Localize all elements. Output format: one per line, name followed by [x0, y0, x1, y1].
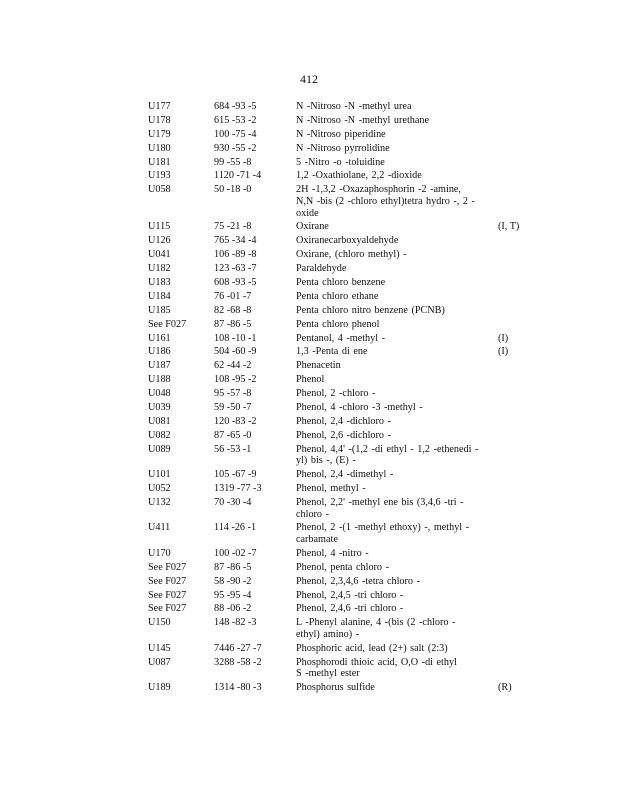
table-row: [148, 522, 484, 545]
waste-code: U187: [148, 360, 171, 372]
waste-code: U193: [148, 170, 171, 182]
table-row: [148, 249, 484, 261]
cas-number: 56 -53 -1: [214, 443, 252, 455]
substance-name: N -Nitroso piperidine: [296, 128, 386, 140]
hazard-code: (I): [498, 346, 509, 358]
substance-name: Penta chloro benzene: [296, 276, 386, 288]
cas-number: 114 -26 -1: [214, 522, 257, 534]
substance-name: Phenol, 2,6 -dichloro -: [296, 429, 391, 441]
table-row: [148, 305, 484, 317]
table-row: [148, 548, 484, 560]
substance-name: Penta chloro nitro benzene (PCNB): [296, 304, 445, 316]
substance-name: Oxirane: [296, 221, 329, 233]
substance-name: Phosphoric acid, lead (2+) salt (2:3): [296, 642, 448, 654]
table-row: [148, 469, 484, 481]
waste-code: U161: [148, 332, 171, 344]
cas-number: 7446 -27 -7: [214, 642, 262, 654]
waste-code: U087: [148, 656, 171, 668]
hazard-code: (I): [498, 332, 509, 344]
substance-name: 1,3 -Penta di ene: [296, 346, 368, 358]
cas-number: 930 -55 -2: [214, 142, 257, 154]
table-row: [148, 617, 484, 640]
substance-name: Phenol, methyl -: [296, 483, 366, 495]
hazard-code: (R): [498, 682, 512, 694]
cas-number: 504 -60 -9: [214, 346, 257, 358]
waste-code: U150: [148, 617, 171, 629]
table-row: [148, 444, 484, 467]
table-row: [148, 115, 484, 127]
table-row: [148, 170, 484, 182]
table-row: [148, 388, 484, 400]
substance-name: Phenol, 2,3,4,6 -tetra chloro -: [296, 575, 420, 587]
table-row: [148, 360, 484, 372]
waste-code: U181: [148, 156, 171, 168]
substance-name: Phenol: [296, 374, 325, 386]
cas-number: 100 -02 -7: [214, 547, 257, 559]
waste-code: U185: [148, 304, 171, 316]
cas-number: 3288 -58 -2: [214, 656, 262, 668]
substance-name: 1,2 -Oxathiolane, 2,2 -dioxide: [296, 170, 422, 182]
waste-code: U145: [148, 642, 171, 654]
substance-name: Phenol, 4,4' -(1,2 -di ethyl - 1,2 -ethenedi - yl) bis -, (E) -: [296, 443, 479, 467]
waste-code: U039: [148, 402, 171, 413]
table-row: [148, 332, 509, 345]
table-row: [148, 235, 484, 247]
waste-code: U184: [148, 290, 171, 302]
table-row: [148, 143, 484, 155]
cas-number: 58 -90 -2: [214, 575, 252, 587]
cas-number: 100 -75 -4: [214, 128, 257, 140]
table-row: [148, 374, 484, 386]
cas-number: 105 -67 -9: [214, 469, 257, 481]
cas-number: 123 -63 -7: [214, 263, 257, 275]
table-row: [148, 184, 484, 219]
cas-number: 108 -95 -2: [214, 374, 257, 386]
cas-number: 108 -10 -1: [214, 332, 257, 344]
substance-name: Phenol, 4 -nitro -: [296, 547, 369, 559]
substance-name: 5 -Nitro -o -toluidine: [296, 156, 385, 168]
substance-name: Phenol, 2 -(1 -methyl ethoxy) -, methyl - carbamate: [296, 522, 470, 546]
cas-number: 1314 -80 -3: [214, 682, 262, 694]
cas-number: 88 -06 -2: [214, 603, 252, 615]
substance-name: Phenol, 2 -chloro -: [296, 388, 376, 400]
substance-name: 2H -1,3,2 -Oxazaphosphorin -2 -amine, N,N -bis (2 -chloro ethyl)tetra hydro -, 2 - oxide: [296, 184, 475, 219]
substance-name: Phenol, 2,4,5 -tri chloro -: [296, 589, 404, 601]
cas-number: 82 -68 -8: [214, 304, 252, 316]
substance-name: Oxirane, (chloro methyl) -: [296, 249, 407, 261]
cas-number: 59 -50 -7: [214, 402, 252, 413]
table-row: [148, 430, 484, 442]
waste-code: U048: [148, 388, 171, 400]
substance-name: N -Nitroso -N -methyl urea: [296, 101, 412, 112]
cas-number: 87 -86 -5: [214, 318, 252, 330]
table-row: [148, 157, 484, 169]
waste-code: See F027: [148, 603, 187, 615]
substance-name: Phenol, 2,4 -dimethyl -: [296, 469, 394, 481]
hazard-code: (I, T): [498, 221, 520, 233]
cas-number: 87 -65 -0: [214, 429, 252, 441]
cas-number: 608 -93 -5: [214, 276, 257, 288]
waste-code: U183: [148, 276, 171, 288]
table-row: [148, 319, 484, 331]
page-number: 412: [300, 72, 318, 86]
waste-code: See F027: [148, 589, 187, 601]
table-row: [148, 657, 484, 680]
waste-code: U041: [148, 249, 171, 261]
waste-code: U178: [148, 114, 171, 126]
waste-code: U101: [148, 469, 171, 481]
substance-name: Phenol, 2,4,6 -tri chloro -: [296, 603, 404, 615]
cas-number: 1319 -77 -3: [214, 483, 262, 495]
waste-code: U132: [148, 496, 171, 508]
cas-number: 765 -34 -4: [214, 235, 257, 247]
cas-number: 87 -86 -5: [214, 561, 252, 573]
substance-name: N -Nitroso pyrrolidine: [296, 142, 390, 154]
table-row: [148, 277, 484, 289]
substance-name: Phenacetin: [296, 360, 341, 372]
cas-number: 50 -18 -0: [214, 184, 252, 196]
substance-name: Penta chloro ethane: [296, 290, 379, 302]
waste-code: U186: [148, 346, 171, 358]
cas-number: 120 -83 -2: [214, 415, 257, 427]
substance-name: Oxiranecarboxyaldehyde: [296, 235, 399, 247]
cas-number: 106 -89 -8: [214, 249, 257, 261]
cas-number: 95 -57 -8: [214, 388, 252, 400]
cas-number: 62 -44 -2: [214, 360, 252, 372]
substance-name: Penta chloro phenol: [296, 318, 380, 330]
cas-number: 1120 -71 -4: [214, 170, 262, 182]
table-row: [148, 643, 484, 655]
table-row: [148, 483, 484, 495]
waste-code: U058: [148, 184, 171, 196]
table-row: [148, 416, 484, 428]
waste-code: U126: [148, 235, 171, 247]
cas-number: 76 -01 -7: [214, 290, 252, 302]
table-row: [148, 263, 484, 275]
substance-name: Phenol, penta chloro -: [296, 561, 389, 573]
hazardous-waste-table: [148, 101, 520, 696]
table-row: [148, 590, 484, 602]
table-row: [148, 562, 484, 574]
table-row: [148, 101, 484, 113]
waste-code: U179: [148, 128, 171, 140]
waste-code: U177: [148, 101, 171, 112]
waste-code: U182: [148, 263, 171, 275]
waste-code: U170: [148, 547, 171, 559]
substance-name: Paraldehyde: [296, 263, 347, 275]
waste-code: U052: [148, 483, 171, 495]
waste-code: See F027: [148, 575, 187, 587]
cas-number: 99 -55 -8: [214, 156, 252, 168]
table-row: [148, 497, 484, 520]
table-row: [148, 603, 484, 615]
cas-number: 70 -30 -4: [214, 496, 252, 508]
cas-number: 95 -95 -4: [214, 589, 252, 601]
substance-name: Phosphorodi thioic acid, O,O -di ethyl S -methyl ester: [296, 656, 457, 680]
table-row: [148, 221, 520, 233]
waste-code: U180: [148, 142, 171, 154]
substance-name: Phenol, 4 -chloro -3 -methyl -: [296, 402, 423, 413]
waste-code: U115: [148, 221, 171, 233]
table-row: [148, 576, 484, 588]
substance-name: Pentanol, 4 -methyl -: [296, 332, 386, 344]
waste-code: U082: [148, 429, 171, 441]
waste-code: See F027: [148, 561, 187, 573]
cas-number: 148 -82 -3: [214, 617, 257, 629]
substance-name: L -Phenyl alanine, 4 -(bis (2 -chloro - ethyl) amino) -: [296, 617, 456, 640]
waste-code: U411: [148, 522, 171, 534]
waste-code: U089: [148, 443, 171, 455]
waste-code: See F027: [148, 318, 187, 330]
table-row: [148, 402, 484, 414]
table-row: [148, 346, 509, 358]
table-row: [148, 129, 484, 141]
cas-number: 684 -93 -5: [214, 101, 257, 112]
cas-number: 615 -53 -2: [214, 114, 257, 126]
waste-code: U081: [148, 415, 171, 427]
table-row: [148, 291, 484, 303]
substance-name: Phenol, 2,2' -methyl ene bis (3,4,6 -tri - chloro -: [296, 496, 464, 520]
substance-name: N -Nitroso -N -methyl urethane: [296, 114, 430, 126]
waste-code: U189: [148, 682, 171, 694]
waste-code: U188: [148, 374, 171, 386]
table-row: [148, 682, 512, 694]
cas-number: 75 -21 -8: [214, 221, 252, 233]
substance-name: Phosphorus sulfide: [296, 682, 375, 694]
substance-name: Phenol, 2,4 -dichloro -: [296, 415, 391, 427]
